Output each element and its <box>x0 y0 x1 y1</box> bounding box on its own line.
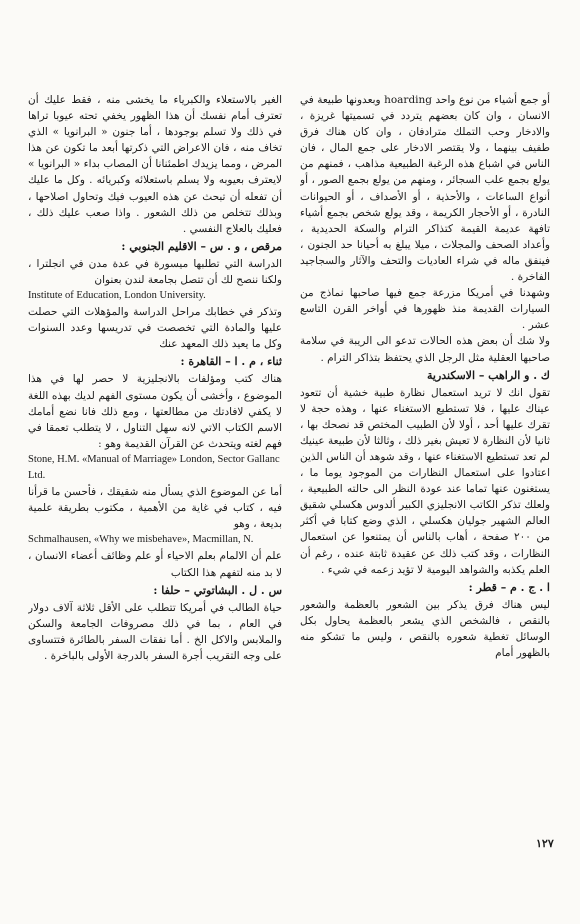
reply-heading-cairo: ثناء ، م . ا – القاهرة : <box>180 355 282 369</box>
left-column <box>28 92 282 832</box>
paragraph-biology-note: علم أن الالمام بعلم الاحياء أو علم وظائف أعضاء الانسان ، لا بد منه لتفهم هذا الكتاب <box>28 550 282 579</box>
paragraph-brother-topic: أما عن الموضوع الذي يسأل منه شقيقك ، فأحسن ما قرأنا فيه ، كتاب في غاية من الأهمية ، مكتوب بطريقة علمية بديعة ، وهو <box>28 486 282 531</box>
book-reference-stone: Stone, H.M. «Manual of Marriage» London, Sector Gallanc Ltd. <box>28 453 280 481</box>
paragraph-glasses: تقول انك لا تريد استعمال نظارة طبية خشية أن تتعود عيناك عليها ، فلا تستطيع الاستغناء عنها ، وهذه حجة لا تقرك عليها أحد ، أولا لأن الطبيب المختص قد نصحك بها ، ثانيا لأن النظارة لا تعيش بغير ذلك ، وثالثا لأن طبيعة عينيك لم تعد تستطيع الاستغناء عنها ، وقد شوهد أن الناس الذين اعتادوا على استعمال النظارات من الموجود يوما ما ، يستغنون عنها تماما عند عودة النظر الى حالته الطبيعية ، ولعلك تذكر الكاتب الانجليزي الكبير ألدوس هكسلي شقيق العالم الشهير جوليان هكسلي ، الذي وضع كتابا في أكثر من ٢٠٠ صفحة ، أهاب بالناس أن يمتنعوا عن استعمال النظارات ، وقد كتب ذلك عن عقيدة ثابتة عنده ، رغم أن العلم يكذبه والشواهد اليومية لا تؤيد زعمه في شيء . <box>300 386 550 576</box>
paragraph-english-books: هناك كتب ومؤلفات بالانجليزية لا حصر لها في هذا الموضوع ، وأخشى أن يكون مستوى الفهم لديك بهذه اللغة لا يكفي لافادتك من مطالعتها ، ومع ذلك فانا نضع أمامك الاسم الكتاب الاتي لانه سهل التناول ، لا يتطلب تعمقا في فهم لغته ويتحدث عن القرآن القديمة وهو : <box>28 373 282 450</box>
paragraph-hoarding: أو جمع أشياء من نوع واحد hoarding وبعدونها طبيعة في الانسان ، وان كان بعضهم يتردد في تسميتها غريزة ، والادخار وحب التملك مترادفان ، وان كان هناك فرق طفيف بينهما ، ولا يقتصر الادخار على جمع المال ، فان الناس في اشباع هذه الرغبة الطبيعية مذاهب ، فمنهم من يولع بجمع علب السجائر ، ومنهم من يولع بجمع الصور ، أو أنواع الساعات ، والأحذية ، أو الأصداف ، أو الحيوانات النادرة ، أو الأحجار الكريمة ، وقد يولع شخص بجمع أشياء تافهة عديمة القيمة كتذاكر الترام والسكة الحديدية ، وأعداد الصحف والمجلات ، ميلا يبلغ به أحيانا حد الجنون ، فينفق ماله في شراء العاديات والتحف والآثار والسجاجيد الفاخرة . <box>300 94 550 284</box>
page-number: ١٢٧ <box>536 837 554 850</box>
right-column <box>300 92 550 832</box>
paragraph-car-farm: وشهدنا في أمريكا مزرعة جمع فيها صاحبها نماذج من السيارات القديمة منذ ظهورها في أواخر القرن التاسع عشر . <box>300 287 550 332</box>
book-reference-schmalhausen: Schmalhausen, «Why we misbehave», Macmillan, N. <box>28 534 254 546</box>
paragraph-paranoia: الغير بالاستعلاء والكبرياء ما يخشى منه ، فقط عليك أن تعترف أمام نفسك أن هذا الظهور يخفي تحته عيوبا تراها في ذلك ولا تسلم بوجودها ، أما جنون « البرانويا » الذي تخاف منه ، فان الاعراض التي ذكرتها أبعد ما تكون عن هذا المرض ، ومما يزيدك اطمئنانا أن المصاب بداء « البرانويا » لايعترف بعيوبه ولا يسلم باستعلائه وكبريائه . وكل ما عليك أن تفعله أن تبحث عن هذه العيوب فيك وتحاول اصلاحها ، وبذلك تتخلص من ذلك الشعور . واذا صعب عليك ذلك ، فعليك بالعلاج النفسي . <box>28 94 282 235</box>
reply-heading-qatar: ا . ج . م – قطر : <box>468 580 550 594</box>
paragraph-inferiority: ليس هناك فرق يذكر بين الشعور بالعظمة والشعور بالنقص ، فالشخص الذي يشعر بالعظمة يحاول بكل الوسائل تغطية شعوره بالنقص ، وليس ما تشكو منه بالظهور أمام <box>300 598 550 659</box>
paragraph-letter-details: وتذكر في خطابك مراحل الدراسة والمؤهلات التي حصلت عليها والمادة التي تخصصت في تدريسها وعدد السنوات وكل ما يعيد ذلك المعهد عنك <box>28 306 282 351</box>
paragraph-tram-tickets: ولا شك أن بعض هذه الحالات تدعو الى الريبة في سلامة صاحبها العقلية مثل الرجل الذي يحتفظ بتذاكر الترام . <box>300 335 550 364</box>
reply-heading-halfa: س . ل . البشاتوتي – حلفا : <box>153 583 282 597</box>
reply-heading-alexandria: ك . و الراهب – الاسكندرية <box>427 368 550 382</box>
institute-address: Institute of Education, London University. <box>28 290 206 302</box>
paragraph-america-costs: حياة الطالب في أمريكا تتطلب على الأقل ثلاثة آلاف دولار في العام ، بما في ذلك مصروفات الجامعة والسكن والملابس والاكل الخ . أما نفقات السفر بالطائرة فتتساوى على وجه التقريب أجرة السفر بالدرجة الأولى بالباخرة . <box>28 601 282 662</box>
paragraph-study-england: الدراسة التي تطلبها ميسورة في عدة مدن في انجلترا ، ولكنا ننصح لك أن تتصل بجامعة لندن بعنوان <box>28 257 282 286</box>
reply-heading-southern-region: مرقص ، و . س – الاقليم الجنوبي : <box>121 239 282 253</box>
